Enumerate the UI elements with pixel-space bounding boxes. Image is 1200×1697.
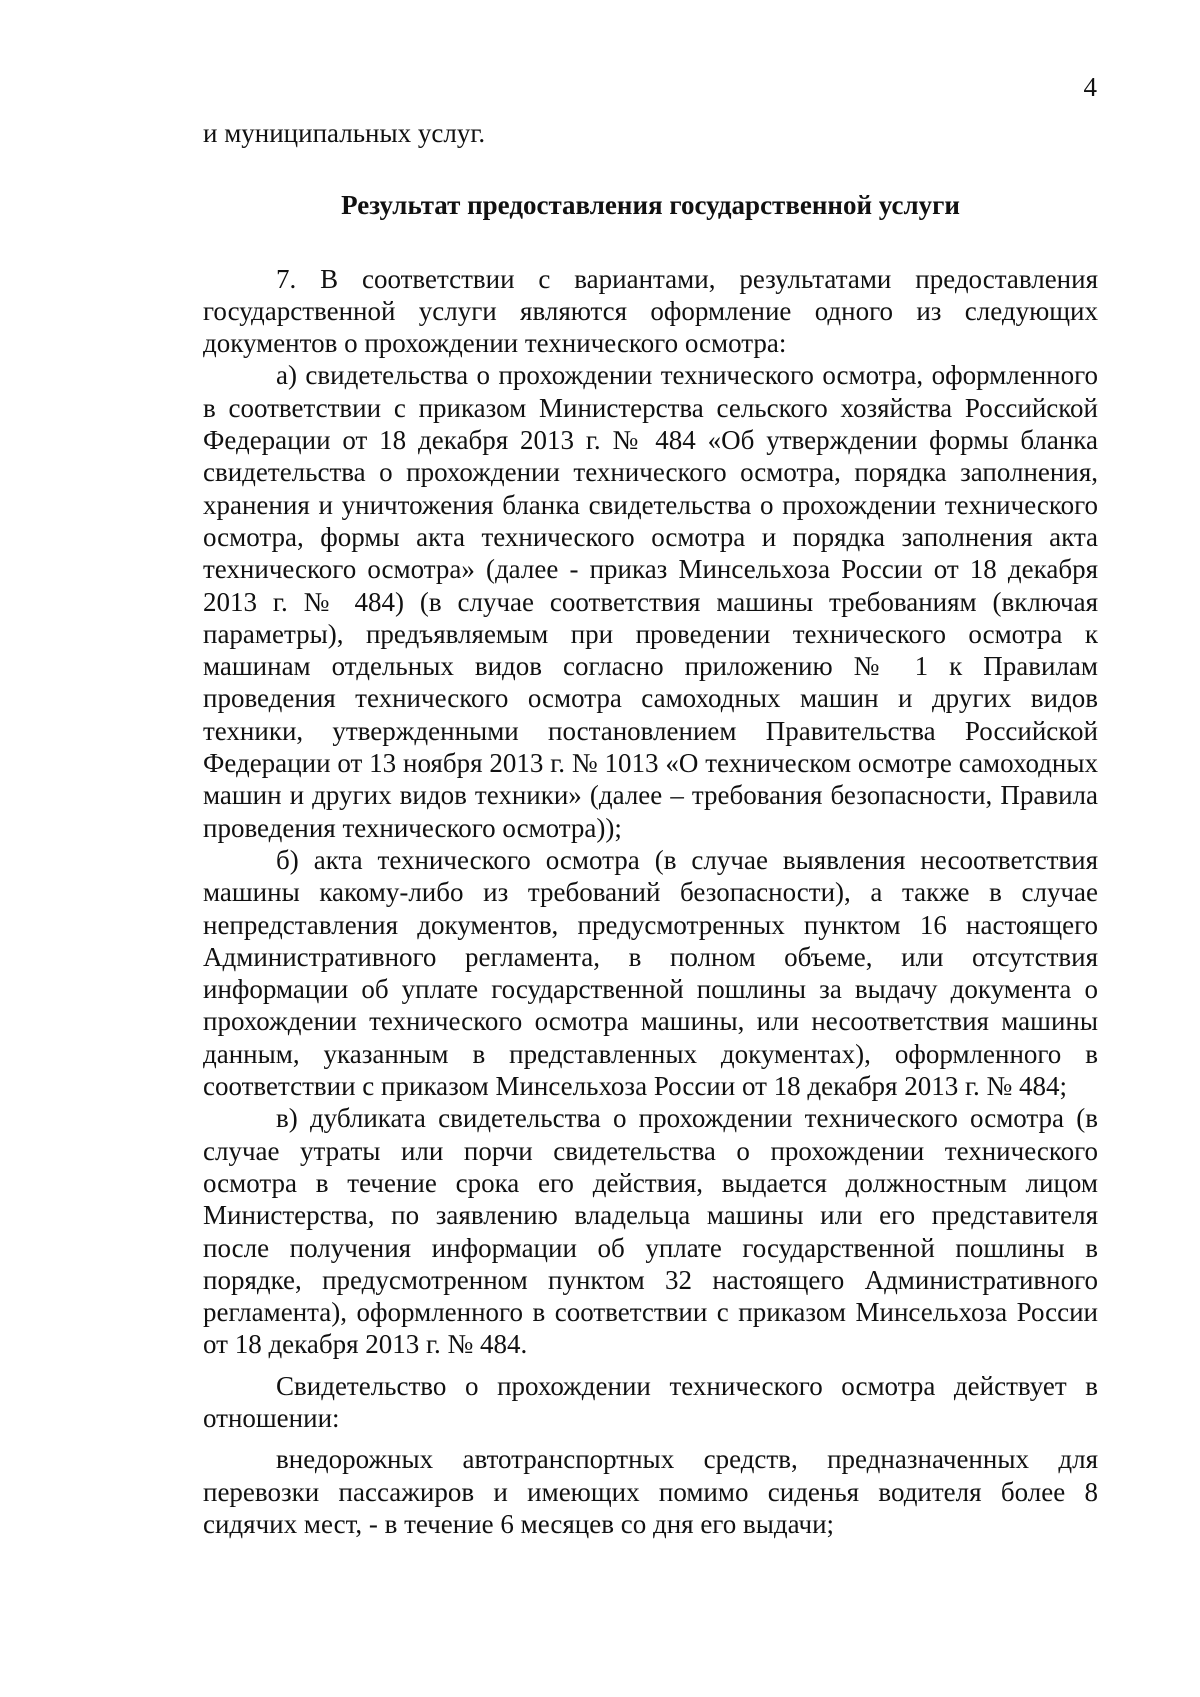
continuation-text: и муниципальных услуг. bbox=[203, 118, 486, 148]
document-body bbox=[203, 117, 1098, 1540]
paragraph-7b: б) акта технического осмотра (в случае выявления несоответствия машины какому-либо из требований безопасности), а также в случае непредставления документов, предусмотренных пунктом 16 настоящего Административного регламента, в полном объеме, или отсутствия информации об уплате государственной пошлины за выдачу документа о прохождении технического осмотра машины, или несоответствия машины данным, указанным в представленных документах), оформленного в соответствии с приказом Минсельхоза России от 18 декабря 2013 г. № 484; bbox=[203, 844, 1098, 1102]
paragraph-7: 7. В соответствии с вариантами, результатами предоставления государственной услуги являются оформление одного из следующих документов о прохождении технического осмотра: bbox=[203, 263, 1098, 359]
section-heading: Результат предоставления государственной услуги bbox=[341, 190, 960, 221]
paragraph-offroad-vehicles: внедорожных автотранспортных средств, предназначенных для перевозки пассажиров и имеющих помимо сиденья водителя более 8 сидячих мест, - в течение 6 месяцев со дня его выдачи; bbox=[203, 1444, 1098, 1539]
paragraph-7v: в) дубликата свидетельства о прохождении технического осмотра (в случае утраты или порчи свидетельства о прохождении технического осмотра в течение срока его действия, выдается должностным лицом Министерства, по заявлению владельца машины или его представителя после получения информации об уплате государственной пошлины в порядке, предусмотренном пунктом 32 настоящего Административного регламента), оформленного в соответствии с приказом Минсельхоза России от 18 декабря 2013 г. № 484. bbox=[203, 1103, 1098, 1360]
paragraph-certificate-validity: Свидетельство о прохождении технического осмотра действует в отношении: bbox=[203, 1370, 1098, 1433]
page-number: 4 bbox=[1083, 72, 1097, 102]
paragraph-7a: а) свидетельства о прохождении технического осмотра, оформленного в соответствии с приказом Министерства сельского хозяйства Российской Федерации от 18 декабря 2013 г. № 484 «Об утверждении формы бланка свидетельства о прохождении технического осмотра, порядка заполнения, хранения и уничтожения бланка свидетельства о прохождении технического осмотра, формы акта технического осмотра и порядка заполнения акта технического осмотра» (далее - приказ Минсельхоза России от 18 декабря 2013 г. № 484) (в случае соответствия машины требованиям (включая параметры), предъявляемым при проведении технического осмотра к машинам отдельных видов согласно приложению № 1 к Правилам проведения технического осмотра самоходных машин и других видов техники, утвержденными постановлением Правительства Российской Федерации от 13 ноября 2013 г. № 1013 «О техническом осмотре самоходных машин и других видов техники» (далее – требования безопасности, Правила проведения технического осмотра)); bbox=[203, 360, 1098, 843]
